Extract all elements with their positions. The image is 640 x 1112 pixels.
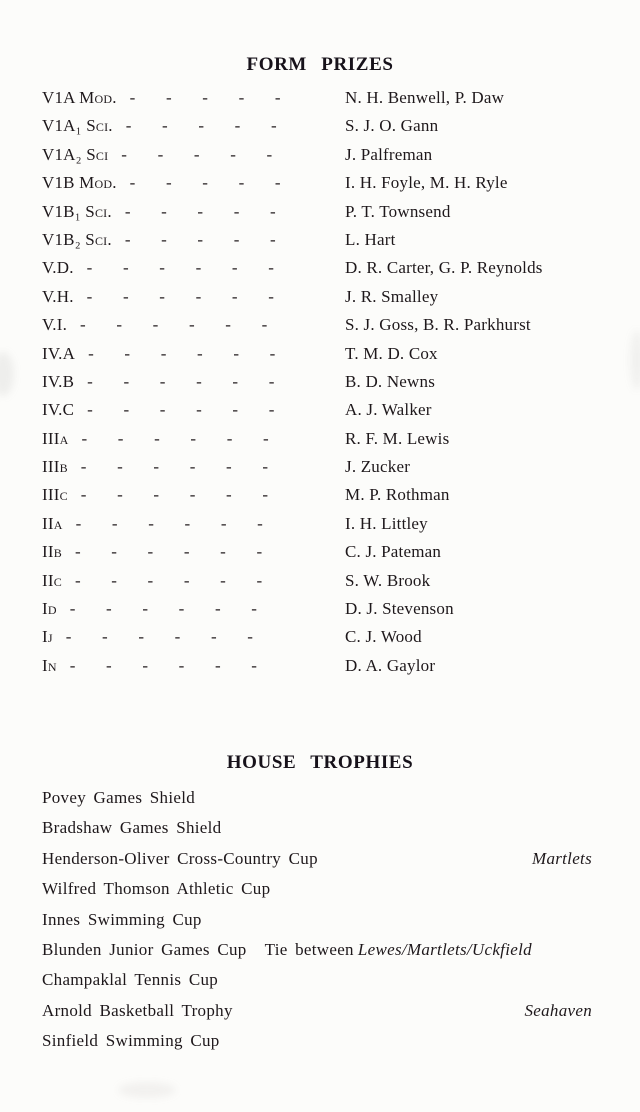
- form-label: IIIc: [42, 485, 68, 505]
- form-prize-row: [42, 481, 602, 509]
- trophy-row: [42, 813, 592, 843]
- dash-leader: - - - - -: [124, 201, 276, 221]
- prize-winner: J. Palfreman: [345, 144, 433, 164]
- dash-leader: - - - - - -: [87, 400, 275, 420]
- prize-winner: R. F. M. Lewis: [345, 428, 450, 448]
- form-label: IV.B: [42, 371, 75, 391]
- trophy-row: [42, 1026, 592, 1056]
- form-prize-row: [42, 396, 602, 424]
- trophy-name: Henderson-Oliver Cross-Country Cup: [42, 848, 318, 868]
- form-prize-row: [42, 84, 602, 112]
- form-prize-row: [42, 425, 602, 453]
- trophy-name: Arnold Basketball Trophy: [42, 1000, 233, 1020]
- trophy-winner: [265, 935, 532, 965]
- scan-smudge: [630, 330, 640, 390]
- form-prize-row: [42, 623, 602, 651]
- dash-leader: - - - - -: [129, 88, 281, 107]
- prize-winner: C. J. Pateman: [345, 542, 442, 562]
- dash-leader: - - - - -: [125, 116, 277, 136]
- prize-winner: I. H. Littley: [345, 513, 428, 533]
- prize-winner: C. J. Wood: [345, 627, 422, 647]
- prize-winner: T. M. D. Cox: [345, 343, 438, 363]
- prize-winner: S. W. Brook: [345, 570, 431, 590]
- form-prize-row: [42, 538, 602, 566]
- form-prize-row: [42, 652, 602, 680]
- form-label: V1A₁ Sci.: [42, 116, 113, 136]
- dash-leader: - - - - - -: [69, 599, 258, 619]
- prize-winner: A. J. Walker: [345, 400, 432, 420]
- form-prize-row: [42, 368, 602, 396]
- trophy-row: [42, 844, 592, 874]
- form-label: V.I.: [42, 315, 68, 335]
- trophy-name: Champaklal Tennis Cup: [42, 970, 219, 990]
- form-label: IIc: [42, 570, 62, 590]
- prize-winner: D. R. Carter, G. P. Reynolds: [345, 258, 543, 278]
- dash-leader: - - - - - -: [87, 371, 275, 391]
- trophy-winner: Seahaven: [524, 1000, 592, 1020]
- form-prize-row: [42, 254, 602, 282]
- trophy-row: [42, 874, 592, 904]
- trophy-name: Wilfred Thomson Athletic Cup: [42, 879, 271, 899]
- dash-leader: - - - - - -: [65, 627, 254, 647]
- form-prize-row: [42, 198, 602, 226]
- form-label: IIb: [42, 542, 62, 562]
- trophy-name: Blunden Junior Games Cup: [42, 939, 247, 959]
- trophy-name: Bradshaw Games Shield: [42, 818, 222, 838]
- form-label: Id: [42, 599, 57, 619]
- form-prizes-heading: FORM PRIZES: [246, 54, 394, 75]
- trophy-row: [42, 783, 592, 813]
- form-prize-row: [42, 141, 602, 169]
- trophy-row: [42, 996, 592, 1026]
- form-prize-row: [42, 169, 602, 197]
- form-label: V.D.: [42, 258, 74, 278]
- trophy-name: Povey Games Shield: [42, 788, 196, 807]
- form-label: IV.C: [42, 400, 75, 420]
- dash-leader: - - - - - -: [74, 542, 263, 562]
- dash-leader: - - - - - -: [80, 315, 268, 335]
- form-prize-row: [42, 453, 602, 481]
- trophy-row: [42, 905, 592, 935]
- prize-winner: I. H. Foyle, M. H. Ryle: [345, 173, 508, 193]
- prize-winner: B. D. Newns: [345, 371, 436, 391]
- form-label: IIa: [42, 513, 63, 533]
- dash-leader: - - - - - -: [75, 513, 264, 533]
- house-trophies-heading: HOUSE TROPHIES: [226, 752, 414, 773]
- trophy-winner-prefix: Tie between: [264, 939, 354, 959]
- prize-winner: S. J. O. Gann: [345, 116, 439, 136]
- form-prize-row: [42, 510, 602, 538]
- dash-leader: - - - - - -: [86, 258, 275, 278]
- form-prize-row: [42, 226, 602, 254]
- trophy-winner: Martlets: [531, 848, 592, 868]
- trophy-row: [42, 965, 592, 995]
- trophy-row: [42, 935, 592, 965]
- form-label: IIIa: [42, 428, 69, 448]
- prize-winner: M. P. Rothman: [345, 485, 450, 505]
- form-label: IV.A: [42, 343, 76, 363]
- prize-winner: P. T. Townsend: [345, 201, 451, 221]
- form-label: V1B Mod.: [42, 173, 117, 193]
- form-prize-row: [42, 311, 602, 339]
- form-label: V1A Mod.: [42, 88, 117, 107]
- prize-winner: L. Hart: [345, 229, 396, 249]
- prize-winner: J. R. Smalley: [345, 286, 439, 306]
- form-label: Ij: [42, 627, 53, 647]
- prize-winner: S. J. Goss, B. R. Parkhurst: [345, 315, 531, 335]
- dash-leader: - - - - - -: [81, 428, 269, 448]
- form-prize-row: [42, 595, 602, 623]
- form-label: V1A₂ Sci: [42, 144, 109, 164]
- form-label: V1B₂ Sci.: [42, 229, 112, 249]
- prize-winner: D. J. Stevenson: [345, 599, 454, 619]
- form-prize-row: [42, 340, 602, 368]
- form-prize-row: [42, 567, 602, 595]
- form-label: IIIb: [42, 457, 68, 477]
- trophy-winner-houses: Lewes/Martlets/Uckfield: [357, 939, 532, 959]
- form-label: V1B₁ Sci.: [42, 201, 112, 221]
- prize-winner: J. Zucker: [345, 457, 411, 477]
- dash-leader: - - - - - -: [88, 343, 276, 363]
- form-prize-row: [42, 112, 602, 140]
- trophy-name: Innes Swimming Cup: [42, 909, 202, 929]
- dash-leader: - - - - - -: [74, 570, 263, 590]
- dash-leader: - - - - - -: [80, 457, 269, 477]
- form-label: In: [42, 655, 57, 675]
- dash-leader: - - - - - -: [86, 286, 275, 306]
- form-prize-row: [42, 283, 602, 311]
- dash-leader: - - - - -: [129, 173, 281, 193]
- dash-leader: - - - - - -: [80, 485, 269, 505]
- dash-leader: - - - - -: [124, 229, 276, 249]
- prize-winner: D. A. Gaylor: [345, 655, 436, 675]
- trophy-name: Sinfield Swimming Cup: [42, 1031, 220, 1051]
- form-label: V.H.: [42, 286, 74, 306]
- form-prizes-list: [42, 84, 602, 680]
- prize-winner: N. H. Benwell, P. Daw: [345, 88, 505, 107]
- dash-leader: - - - - -: [121, 144, 273, 164]
- dash-leader: - - - - - -: [69, 655, 258, 675]
- scan-smudge: [0, 352, 14, 396]
- scan-smudge: [118, 1082, 176, 1098]
- house-trophies-list: [42, 783, 592, 1057]
